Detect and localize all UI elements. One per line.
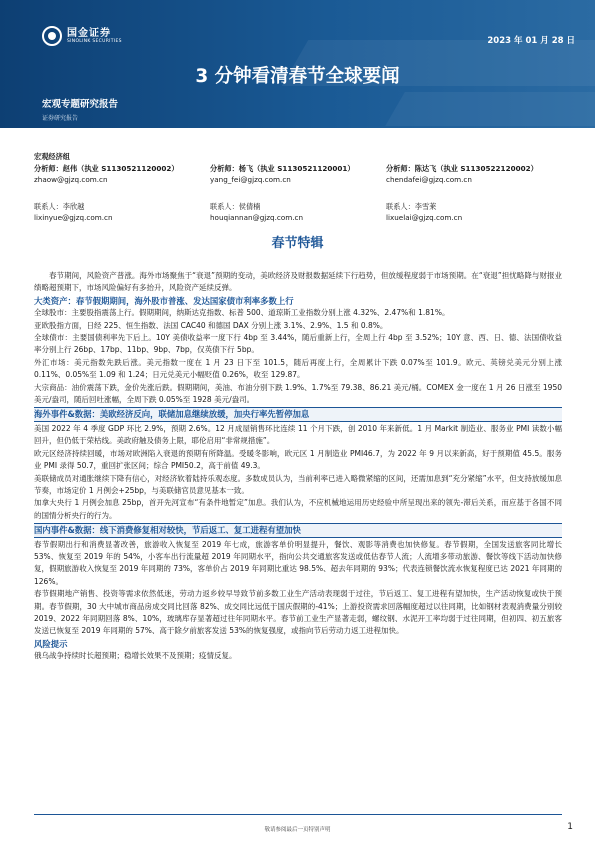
report-category: 证券研究报告 xyxy=(42,115,79,122)
contact-email[interactable]: lixinyue@gjzq.com.cn xyxy=(34,213,113,222)
analyst-email[interactable]: zhaow@gjzq.com.cn xyxy=(34,175,108,184)
body-paragraph: 加拿大央行 1 月例会加息 25bp，首开先河宣布“有条件地暂定”加息。我们认为，不应机械地运用历史经验中所呈现出来的领先-滞后关系，而应基于各国不同的国情分析央行的行为。 xyxy=(34,498,562,520)
analyst-name: 分析师：杨飞（执业 S1130521120001） xyxy=(210,164,355,173)
analyst-card xyxy=(34,163,210,185)
body-paragraph: 欧元区经济持续回暖，市场对欧洲陷入衰退的预期有所降温。受暖冬影响，欧元区 1 月制造业 PMI46.7，为 2022 年 9 月以来新高，好于预期值 45.5。服务业 PMI 录得 50.7，重回扩张区间；综合 PMI50.2，高于前值 49.3。 xyxy=(34,448,562,471)
company-logo xyxy=(42,26,122,46)
banner-decoration xyxy=(385,92,595,126)
analyst-email[interactable]: yang_fei@gjzq.com.cn xyxy=(210,175,291,184)
body-paragraph: 大宗商品：油价震荡下跌，金价先涨后跌。假期期间，美油、布油分别下跌 1.9%、1.7%至 79.38、86.21 美元/桶。COMEX 金一度在 1 月 26 日涨至 1950 美元/盎司，随后回吐涨幅，全周下跌 0.05%至 1928 美元/盎司。 xyxy=(34,382,562,405)
report-body xyxy=(34,270,562,663)
section-heading-risk: 风险提示 xyxy=(34,638,68,649)
footer-divider xyxy=(34,814,562,815)
body-paragraph: 春节假期地产销售、投资等需求依然低迷，劳动力返乡较早导致节前多数工业生产活动表现弱于过往，节后返工、复工进程有望加快，生产活动恢复或快于预期。春节假期，30 大中城市商品房成交同比回落 82%、成交同比远低于国庆假期的-41%；上游投资需求回落幅度超过以往同期，比如钢材表观消费量分别较 2019、2022 年同期回落 8%、10%，玻璃库存显著超过往年同期水平。春节前工业生产显著走弱，螺纹钢、水泥开工率均弱于过往同期，但初四、初五旅客发送已恢复至 2019 年同期的 57%、高于除夕前旅客发送 53%的恢复强度，或指向节后劳动力返工进程加快。 xyxy=(34,589,562,636)
intro-paragraph: 春节期间，风险资产普涨。海外市场聚焦于“衰退”预期的变动，美欧经济及财报数据延续下行趋势，但放缓程度弱于市场预期。在“衰退”担忧略降与财报业绩略超预期下，市场风险偏好有多抬升，风险资产延续反弹。 xyxy=(34,271,562,293)
header-banner xyxy=(0,0,595,128)
body-paragraph: 美国 2022 年 4 季度 GDP 环比 2.9%，预期 2.6%。12 月成屋销售环比连续 11 个月下跌，创 2010 年来新低。1 月 Markit 制造业、服务业 PMI 读数小幅回升，但仍低于荣枯线。美政府触及债务上限，耶伦启用“非常规措施”。 xyxy=(34,423,562,446)
body-paragraph: 全球股市：主要股指震荡上行。假期期间，纳斯达克指数、标普 500、道琼斯工业指数分别上涨 4.32%、2.47%和 1.81%。 xyxy=(34,308,450,318)
body-paragraph: 亚欧股指方面，日经 225、恒生指数、法国 CAC40 和德国 DAX 分别上涨 3.1%、2.9%、1.5 和 0.8%。 xyxy=(34,320,388,330)
analyst-email[interactable]: chendafei@gjzq.com.cn xyxy=(386,175,472,184)
contact-name: 联系人：侯倩楠 xyxy=(210,202,261,211)
contact-name: 联系人：李雪莱 xyxy=(386,202,437,211)
logo-cn: 国金证券 xyxy=(67,27,111,39)
contact-card xyxy=(210,201,386,223)
body-paragraph: 全球债市：主要国债利率先下后上。10Y 美债收益率一度下行 4bp 至 3.44%，随后重新上行，全周上行 4bp 至 3.52%；10Y 意、西、日、德、法国债收益率分别上行 26bp、17bp、11bp、9bp、7bp，仅英债下行 5bp。 xyxy=(34,333,562,355)
logo-en: SINOLINK SECURITIES xyxy=(67,38,122,44)
analyst-name: 分析师：赵伟（执业 S1130521120002） xyxy=(34,164,179,173)
contact-row xyxy=(34,201,564,223)
analyst-card xyxy=(210,163,386,185)
contact-name: 联系人：李欣越 xyxy=(34,202,85,211)
body-paragraph: 外汇市场：美元指数先跌后涨。美元指数一度在 1 月 23 日下至 101.5，随后再度上行，全周累计下跌 0.07%至 101.9。欧元、英镑兑美元分别上涨 0.11%、0.05%至 1.09 和 1.24；日元兑美元小幅贬值 0.26%，收至 129.87。 xyxy=(34,357,562,380)
contact-email[interactable]: lixuelai@gjzq.com.cn xyxy=(386,213,463,222)
contact-card xyxy=(386,201,562,223)
section-heading-assets: 大类资产：春节假期期间，海外股市普涨、发达国家债市利率多数上行 xyxy=(34,295,294,306)
analyst-name: 分析师：陈达飞（执业 S1130522120002） xyxy=(386,164,538,173)
analyst-block xyxy=(34,151,564,223)
report-title: 3 分钟看清春节全球要闻 xyxy=(195,66,400,87)
analyst-group: 宏观经济组 xyxy=(34,152,70,161)
footer-note: 敬请参阅最后一页特别声明 xyxy=(264,827,331,833)
section-heading-overseas: 海外事件&数据：美欧经济反向，联储加息继续放缓，加央行率先暂停加息 xyxy=(34,407,562,421)
risk-paragraph: 俄乌战争持续时长超预期；稳增长效果不及预期；疫情反复。 xyxy=(34,651,237,661)
report-type: 宏观专题研究报告 xyxy=(42,99,119,110)
logo-icon xyxy=(42,26,62,46)
analyst-row xyxy=(34,163,564,185)
contact-card xyxy=(34,201,210,223)
body-paragraph: 春节假期出行和消费显著改善，旅游收入恢复至 2019 年七成，旅游客单价明显提升，餐饮、观影等消费也加快修复。春节假期，全国发送旅客同比增长 53%、恢复至 2019 年的 54%，小客车出行流量超 2019 年同期水平，指向公共交通旅客发送或低估春节人流；人流增多带动旅游、餐饮等线下活动加快修复，假期旅游收入恢复至 2019 年同期的 73%，客单价占 2019 年同期比重达 98.5%、超去年同期的 93%；代表连锁餐饮流水恢复程度已达 2021 年同期的 126%。 xyxy=(34,539,562,586)
section-title: 春节特辑 xyxy=(271,236,324,251)
section-heading-domestic: 国内事件&数据：线下消费修复相对较快，节后返工、复工进程有望加快 xyxy=(34,523,562,537)
analyst-card xyxy=(386,163,562,185)
contact-email[interactable]: houqiannan@gjzq.com.cn xyxy=(210,213,304,222)
report-date: 2023 年 01 月 28 日 xyxy=(487,36,575,46)
body-paragraph: 美联储成员对通胀继续下降有信心，对经济软着陆持乐观态度。多数成员认为，当前利率已进入略微紧缩的区间，还需加息到“充分紧缩”水平，但支持放缓加息节奏，市场定价 1 月例会+25bp，与美联储官员意见基本一致。 xyxy=(34,473,562,495)
page-number: 1 xyxy=(567,822,573,832)
